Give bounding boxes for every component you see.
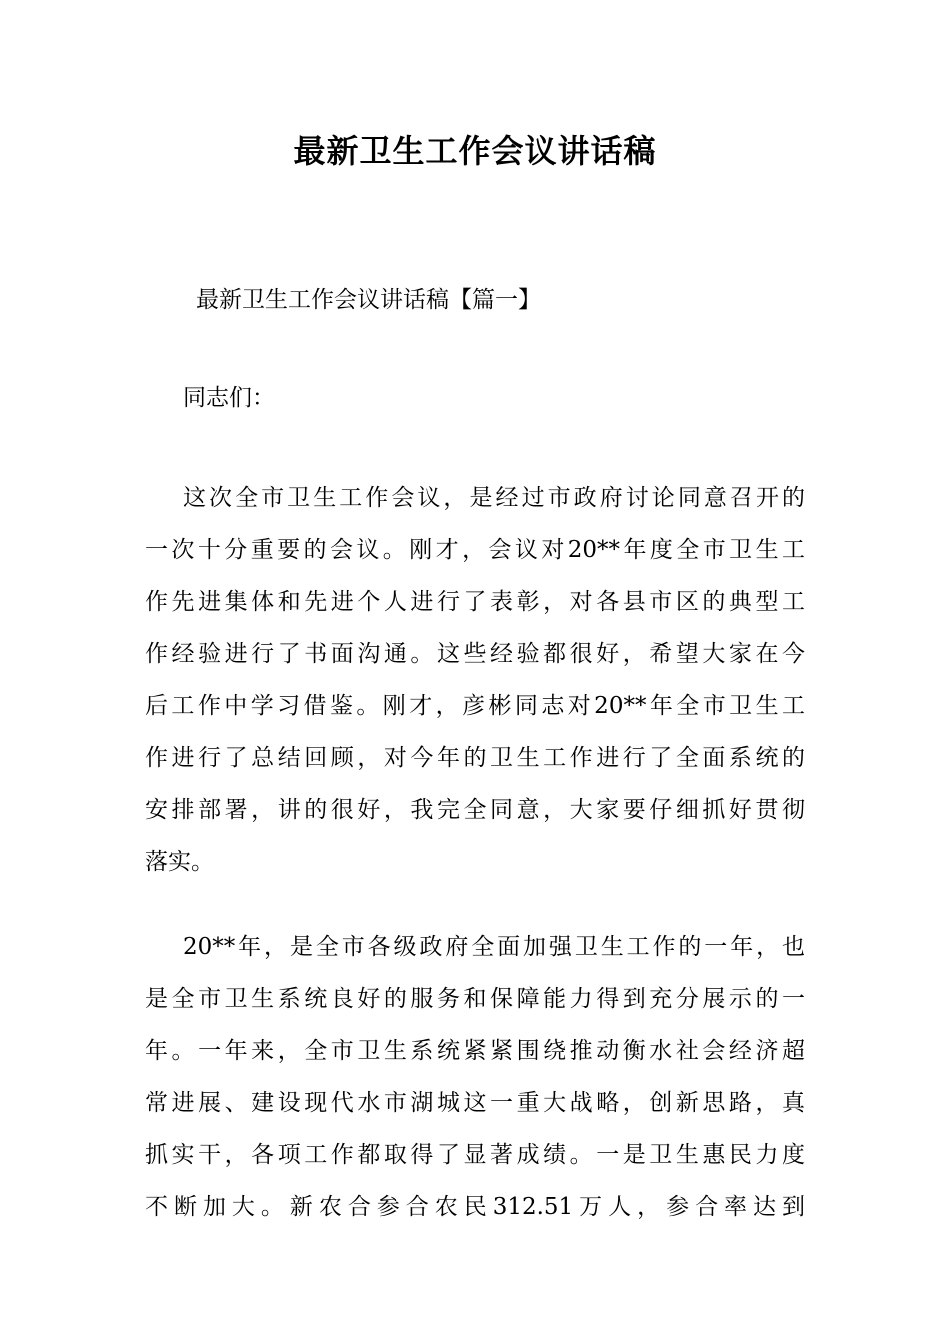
section-heading: 最新卫生工作会议讲话稿【篇一】 bbox=[196, 287, 541, 313]
paragraph-line: 后工作中学习借鉴。刚才，彦彬同志对20**年全市卫生工 bbox=[145, 693, 805, 719]
body-paragraph-2 bbox=[145, 921, 805, 1233]
paragraph-line: 20**年，是全市各级政府全面加强卫生工作的一年，也 bbox=[183, 934, 805, 960]
body-paragraph-1 bbox=[145, 472, 805, 888]
paragraph-line: 不断加大。新农合参合农民312.51万人，参合率达到 bbox=[145, 1194, 805, 1220]
salutation: 同志们： bbox=[183, 385, 275, 411]
paragraph-line: 落实。 bbox=[145, 849, 214, 875]
paragraph-line: 安排部署，讲的很好，我完全同意，大家要仔细抓好贯彻 bbox=[145, 797, 805, 823]
paragraph-line: 作先进集体和先进个人进行了表彰，对各县市区的典型工 bbox=[145, 589, 805, 615]
paragraph-line: 一次十分重要的会议。刚才，会议对20**年度全市卫生工 bbox=[145, 537, 805, 563]
paragraph-line: 作经验进行了书面沟通。这些经验都很好，希望大家在今 bbox=[145, 641, 805, 667]
paragraph-line: 作进行了总结回顾，对今年的卫生工作进行了全面系统的 bbox=[145, 745, 805, 771]
document-title: 最新卫生工作会议讲话稿 bbox=[293, 132, 657, 170]
paragraph-line: 年。一年来，全市卫生系统紧紧围绕推动衡水社会经济超 bbox=[145, 1038, 805, 1064]
paragraph-line: 常进展、建设现代水市湖城这一重大战略，创新思路，真 bbox=[145, 1090, 805, 1116]
paragraph-line: 是全市卫生系统良好的服务和保障能力得到充分展示的一 bbox=[145, 986, 805, 1012]
paragraph-line: 这次全市卫生工作会议，是经过市政府讨论同意召开的 bbox=[183, 485, 805, 511]
paragraph-line: 抓实干，各项工作都取得了显著成绩。一是卫生惠民力度 bbox=[145, 1142, 805, 1168]
